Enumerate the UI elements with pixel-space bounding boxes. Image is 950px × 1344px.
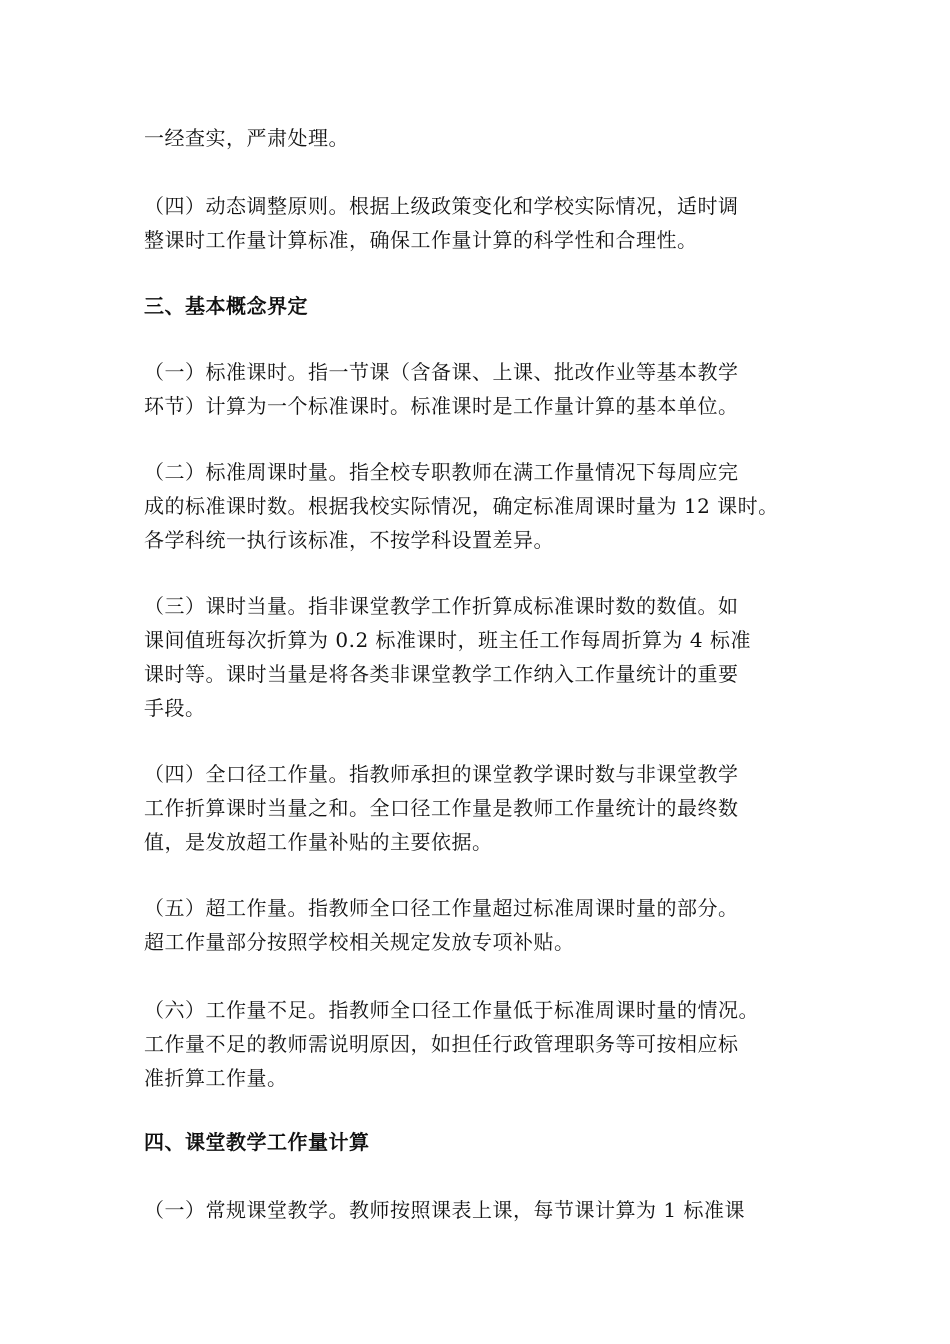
text-line: （四）全口径工作量。指教师承担的课堂教学课时数与非课堂教学 bbox=[144, 762, 739, 786]
text-line: 各学科统一执行该标准，不按学科设置差异。 bbox=[144, 528, 554, 552]
text-line: 超工作量部分按照学校相关规定发放专项补贴。 bbox=[144, 930, 575, 954]
text-line: （一）常规课堂教学。教师按照课表上课，每节课计算为 1 标准课 bbox=[144, 1198, 745, 1222]
text-line: （一）标准课时。指一节课（含备课、上课、批改作业等基本教学 bbox=[144, 360, 739, 384]
text-line: 工作量不足的教师需说明原因，如担任行政管理职务等可按相应标 bbox=[144, 1032, 739, 1056]
text-line: 课间值班每次折算为 0.2 标准课时，班主任工作每周折算为 4 标准 bbox=[144, 628, 751, 652]
text-line: （六）工作量不足。指教师全口径工作量低于标准周课时量的情况。 bbox=[144, 998, 759, 1022]
text-line: 值，是发放超工作量补贴的主要依据。 bbox=[144, 830, 493, 854]
text-line: 整课时工作量计算标准，确保工作量计算的科学性和合理性。 bbox=[144, 228, 698, 252]
section-heading: 三、基本概念界定 bbox=[144, 294, 308, 318]
text-line: 成的标准课时数。根据我校实际情况，确定标准周课时量为 12 课时。 bbox=[144, 494, 779, 518]
text-line: （三）课时当量。指非课堂教学工作折算成标准课时数的数值。如 bbox=[144, 594, 739, 618]
text-line: （四）动态调整原则。根据上级政策变化和学校实际情况，适时调 bbox=[144, 194, 739, 218]
text-line: （二）标准周课时量。指全校专职教师在满工作量情况下每周应完 bbox=[144, 460, 739, 484]
text-line: 准折算工作量。 bbox=[144, 1066, 288, 1090]
text-line: 工作折算课时当量之和。全口径工作量是教师工作量统计的最终数 bbox=[144, 796, 739, 820]
text-line: （五）超工作量。指教师全口径工作量超过标准周课时量的部分。 bbox=[144, 896, 739, 920]
text-line: 手段。 bbox=[144, 696, 206, 720]
text-line: 一经查实，严肃处理。 bbox=[144, 126, 349, 150]
text-line: 课时等。课时当量是将各类非课堂教学工作纳入工作量统计的重要 bbox=[144, 662, 739, 686]
section-heading: 四、课堂教学工作量计算 bbox=[144, 1130, 370, 1154]
text-line: 环节）计算为一个标准课时。标准课时是工作量计算的基本单位。 bbox=[144, 394, 739, 418]
